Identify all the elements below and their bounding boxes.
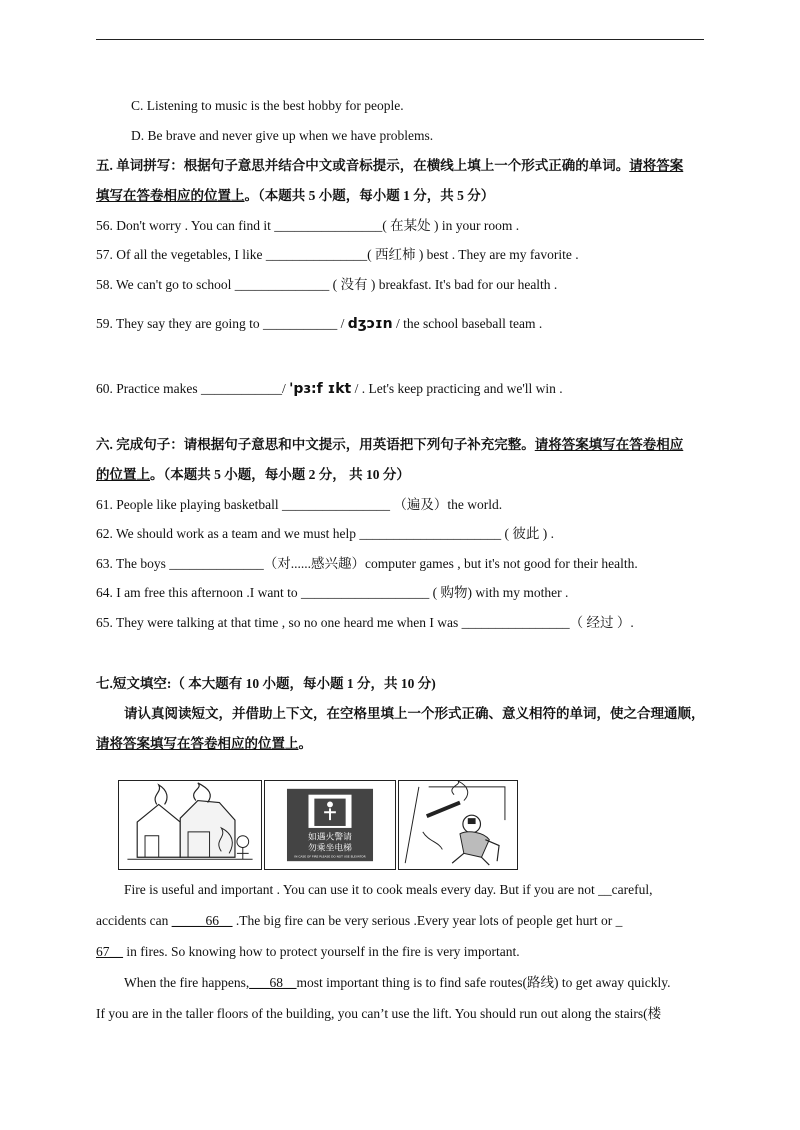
question-60-text: 60. Practice makes ____________/ [96, 381, 286, 396]
question-62: 62. We should work as a team and we must help _____________________ ( 彼此 ) . [96, 526, 554, 541]
passage-text: accidents can [96, 913, 169, 928]
sign-text-cn-line2: 勿乘坐电梯 [308, 843, 352, 854]
option-c: C. Listening to music is the best hobby for people. [131, 98, 404, 113]
question-60-text-end: / . Let's keep practicing and we'll win . [354, 381, 563, 396]
question-57: 57. Of all the vegetables, I like _______________( 西红柿 ) best . They are my favorite . [96, 247, 579, 262]
sign-text-cn-line1: 如遇火警请 [308, 832, 352, 843]
passage-text: When the fire happens, [124, 975, 250, 990]
question-59-phonetic: dʒɔɪn [347, 316, 393, 332]
section5-heading-score: 。（本题共 5 小题，每小题 1 分，共 5 分） [244, 188, 495, 203]
passage-text: in fires. So knowing how to protect yourself in the fire is very important. [126, 944, 520, 959]
question-65: 65. They were talking at that time , so no one heard me when I was ________________（ 经过 ）. [96, 615, 634, 630]
passage-blank-68: ___68__ [249, 975, 297, 990]
section6-heading-line1 [96, 436, 683, 454]
question-60-phonetic: 'pɜ:f ɪkt [289, 381, 352, 397]
question-56: 56. Don't worry . You can find it ________________( 在某处 ) in your room . [96, 218, 520, 233]
option-d: D. Be brave and never give up when we have problems. [131, 128, 434, 143]
sign-text-en: IN CASE OF FIRE PLEASE DO NOT USE ELEVATOR [294, 854, 366, 859]
question-59-text-end: / the school baseball team . [396, 316, 543, 331]
section7-instruction-underlined: 请将答案填写在答卷相应的位置上 [96, 736, 299, 751]
fire-escape-drawing [399, 781, 517, 869]
burning-barn-picture [118, 780, 262, 870]
fire-escape-picture [398, 780, 518, 870]
section6-heading-line2 [96, 466, 410, 484]
section6-heading-score: 。（本题共 5 小题，每小题 2 分， 共 10 分） [150, 467, 410, 482]
section7-instruction-end: 。 [298, 736, 312, 751]
section6-heading-instruction-cont: 的位置上 [96, 467, 150, 482]
section5-heading-line1 [96, 157, 683, 175]
section5-heading-text: 五. 单词拼写：根据句子意思并结合中文或音标提示，在横线上填上一个形式正确的单词。 [96, 158, 630, 173]
section7-instruction-line2 [96, 735, 312, 753]
passage-line4 [124, 974, 671, 992]
section6-heading-instruction: 请将答案填写在答卷相应 [534, 437, 684, 452]
passage-line5: If you are in the taller floors of the building, you can’t use the lift. You should run out along the stairs(楼 [96, 1006, 662, 1021]
section7-heading: 七.短文填空:（ 本大题有 10 小题，每小题 1 分，共 10 分) [96, 676, 436, 691]
passage-blank-65: __ [598, 882, 612, 897]
passage-line3 [96, 943, 520, 961]
passage-text: most important thing is to find safe routes(路线) to get away quickly. [296, 975, 671, 990]
no-elevator-sign-picture [264, 780, 396, 870]
question-61: 61. People like playing basketball ________________ （遍及）the world. [96, 497, 503, 512]
passage-blank-66: _____66__ [171, 913, 233, 928]
section5-heading-instruction-cont: 填写在答卷相应的位置上 [96, 188, 245, 203]
passage-text: .The big fire can be very serious .Every year lots of people get hurt or _ [235, 913, 623, 928]
question-59-text: 59. They say they are going to ___________ / [96, 316, 345, 331]
passage-blank-67: 67__ [96, 944, 123, 959]
passage-line1 [124, 881, 653, 899]
passage-line2 [96, 912, 622, 930]
question-60 [96, 380, 563, 398]
section5-heading-instruction: 请将答案 [629, 158, 684, 173]
question-59 [96, 315, 542, 333]
burning-barn-drawing [119, 781, 261, 869]
section5-heading-line2 [96, 187, 494, 205]
question-64: 64. I am free this afternoon .I want to ___________________ ( 购物) with my mother . [96, 585, 569, 600]
passage-text: careful, [611, 882, 653, 897]
no-elevator-sign-drawing [265, 781, 395, 869]
header-rule [96, 39, 704, 40]
question-63: 63. The boys ______________（对......感兴趣）computer games , but it's not good for their health. [96, 556, 638, 571]
section7-instruction-line1: 请认真阅读短文，并借助上下文，在空格里填上一个形式正确、意义相符的单词，使之合理通顺， [124, 706, 705, 721]
question-58: 58. We can't go to school ______________ ( 没有 ) breakfast. It's bad for our health . [96, 277, 558, 292]
section6-heading-text: 六. 完成句子：请根据句子意思和中文提示，用英语把下列句子补充完整。 [96, 437, 535, 452]
passage-text: Fire is useful and important . You can use it to cook meals every day. But if you are not [124, 882, 595, 897]
